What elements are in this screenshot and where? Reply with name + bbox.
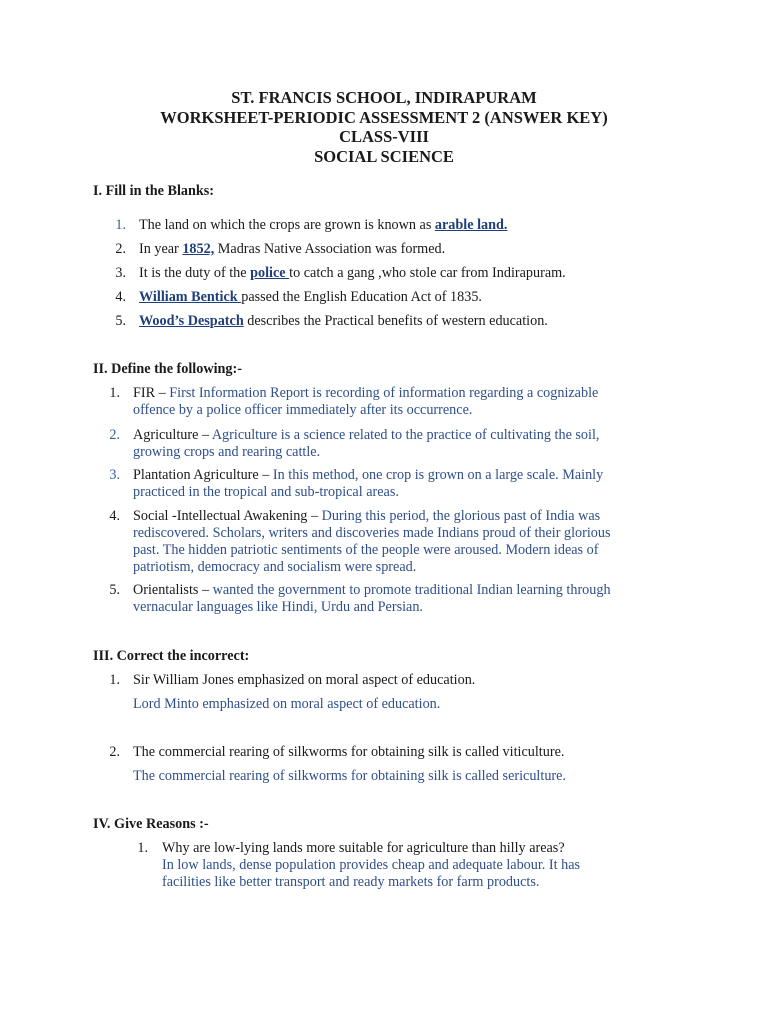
item-number: 4. bbox=[115, 289, 126, 305]
item-number: 5. bbox=[115, 313, 126, 329]
definition-line bbox=[133, 508, 600, 525]
item-number: 2. bbox=[109, 427, 120, 443]
definition-answer: rediscovered. Scholars, writers and discoveries made Indians proud of their glorious bbox=[133, 525, 611, 541]
item-number: 3. bbox=[109, 467, 120, 483]
item-number: 2. bbox=[115, 241, 126, 257]
fill-answer: 1852, bbox=[182, 241, 215, 257]
fill-sentence bbox=[139, 289, 482, 306]
definition-term: FIR – bbox=[133, 385, 170, 401]
definition-answer: First Information Report is recording of information regarding a cognizable bbox=[169, 385, 599, 401]
fill-answer: Wood’s Despatch bbox=[139, 313, 244, 329]
section-define-title: II. Define the following:- bbox=[93, 361, 242, 377]
fill-answer: William Bentick bbox=[139, 289, 242, 305]
item-number: 5. bbox=[109, 582, 120, 598]
corrected-statement: Lord Minto emphasized on moral aspect of education. bbox=[133, 696, 441, 712]
fill-post: describes the Practical benefits of western education. bbox=[243, 313, 548, 329]
definition-term: Orientalists – bbox=[133, 582, 213, 598]
definition-answer: past. The hidden patriotic sentiments of the people were aroused. Modern ideas of bbox=[133, 542, 599, 558]
definition-term: Agriculture – bbox=[133, 427, 212, 443]
fill-sentence bbox=[139, 265, 566, 282]
item-number: 1. bbox=[109, 385, 120, 401]
definition-line bbox=[133, 582, 611, 599]
reason-answer: In low lands, dense population provides cheap and adequate labour. It has bbox=[162, 857, 581, 873]
reason-question: Why are low-lying lands more suitable for agriculture than hilly areas? bbox=[162, 840, 565, 856]
section-correct-title: III. Correct the incorrect: bbox=[93, 648, 250, 664]
definition-term: Social -Intellectual Awakening – bbox=[133, 508, 322, 524]
section-reasons-title: IV. Give Reasons :- bbox=[93, 816, 209, 832]
definition-answer: wanted the government to promote traditional Indian learning through bbox=[212, 582, 611, 598]
reason-answer: facilities like better transport and ready markets for farm products. bbox=[162, 874, 540, 890]
item-number: 1. bbox=[137, 840, 148, 856]
fill-answer: arable land. bbox=[434, 217, 508, 233]
definition-answer: vernacular languages like Hindi, Urdu and Persian. bbox=[133, 599, 423, 615]
definition-answer: practiced in the tropical and sub-tropical areas. bbox=[133, 484, 399, 500]
definition-answer: growing crops and rearing cattle. bbox=[133, 444, 321, 460]
fill-post: Madras Native Association was formed. bbox=[214, 241, 446, 257]
incorrect-statement: The commercial rearing of silkworms for obtaining silk is called viticulture. bbox=[133, 744, 565, 760]
section-fill-blanks-title: I. Fill in the Blanks: bbox=[93, 183, 215, 199]
item-number: 3. bbox=[115, 265, 126, 281]
definition-answer: Agriculture is a science related to the practice of cultivating the soil, bbox=[211, 427, 600, 443]
fill-sentence bbox=[139, 241, 445, 258]
fill-pre: It is the duty of the bbox=[139, 265, 251, 281]
item-number: 1. bbox=[109, 672, 120, 688]
corrected-statement: The commercial rearing of silkworms for obtaining silk is called sericulture. bbox=[133, 768, 566, 784]
definition-line bbox=[133, 467, 603, 484]
definition-answer: In this method, one crop is grown on a large scale. Mainly bbox=[272, 467, 604, 483]
fill-pre: The land on which the crops are grown is known as bbox=[139, 217, 435, 233]
fill-sentence bbox=[139, 313, 548, 330]
fill-post: to catch a gang ,who stole car from Indirapuram. bbox=[289, 265, 566, 281]
class-title: CLASS-VIII bbox=[339, 127, 429, 146]
definition-answer: During this period, the glorious past of India was bbox=[321, 508, 601, 524]
definition-line bbox=[133, 427, 599, 444]
item-number: 2. bbox=[109, 744, 120, 760]
definition-line bbox=[133, 385, 598, 402]
fill-pre: In year bbox=[139, 241, 183, 257]
fill-answer: police bbox=[250, 265, 290, 281]
fill-post: passed the English Education Act of 1835. bbox=[241, 289, 482, 305]
definition-term: Plantation Agriculture – bbox=[133, 467, 273, 483]
fill-sentence bbox=[139, 217, 507, 234]
worksheet-title: WORKSHEET-PERIODIC ASSESSMENT 2 (ANSWER KEY) bbox=[160, 108, 608, 127]
subject-title: SOCIAL SCIENCE bbox=[314, 147, 454, 166]
school-name: ST. FRANCIS SCHOOL, INDIRAPURAM bbox=[231, 88, 537, 107]
item-number: 1. bbox=[115, 217, 126, 233]
item-number: 4. bbox=[109, 508, 120, 524]
definition-answer: offence by a police officer immediately after its occurrence. bbox=[133, 402, 473, 418]
definition-answer: patriotism, democracy and socialism were spread. bbox=[133, 559, 417, 575]
incorrect-statement: Sir William Jones emphasized on moral aspect of education. bbox=[133, 672, 476, 688]
